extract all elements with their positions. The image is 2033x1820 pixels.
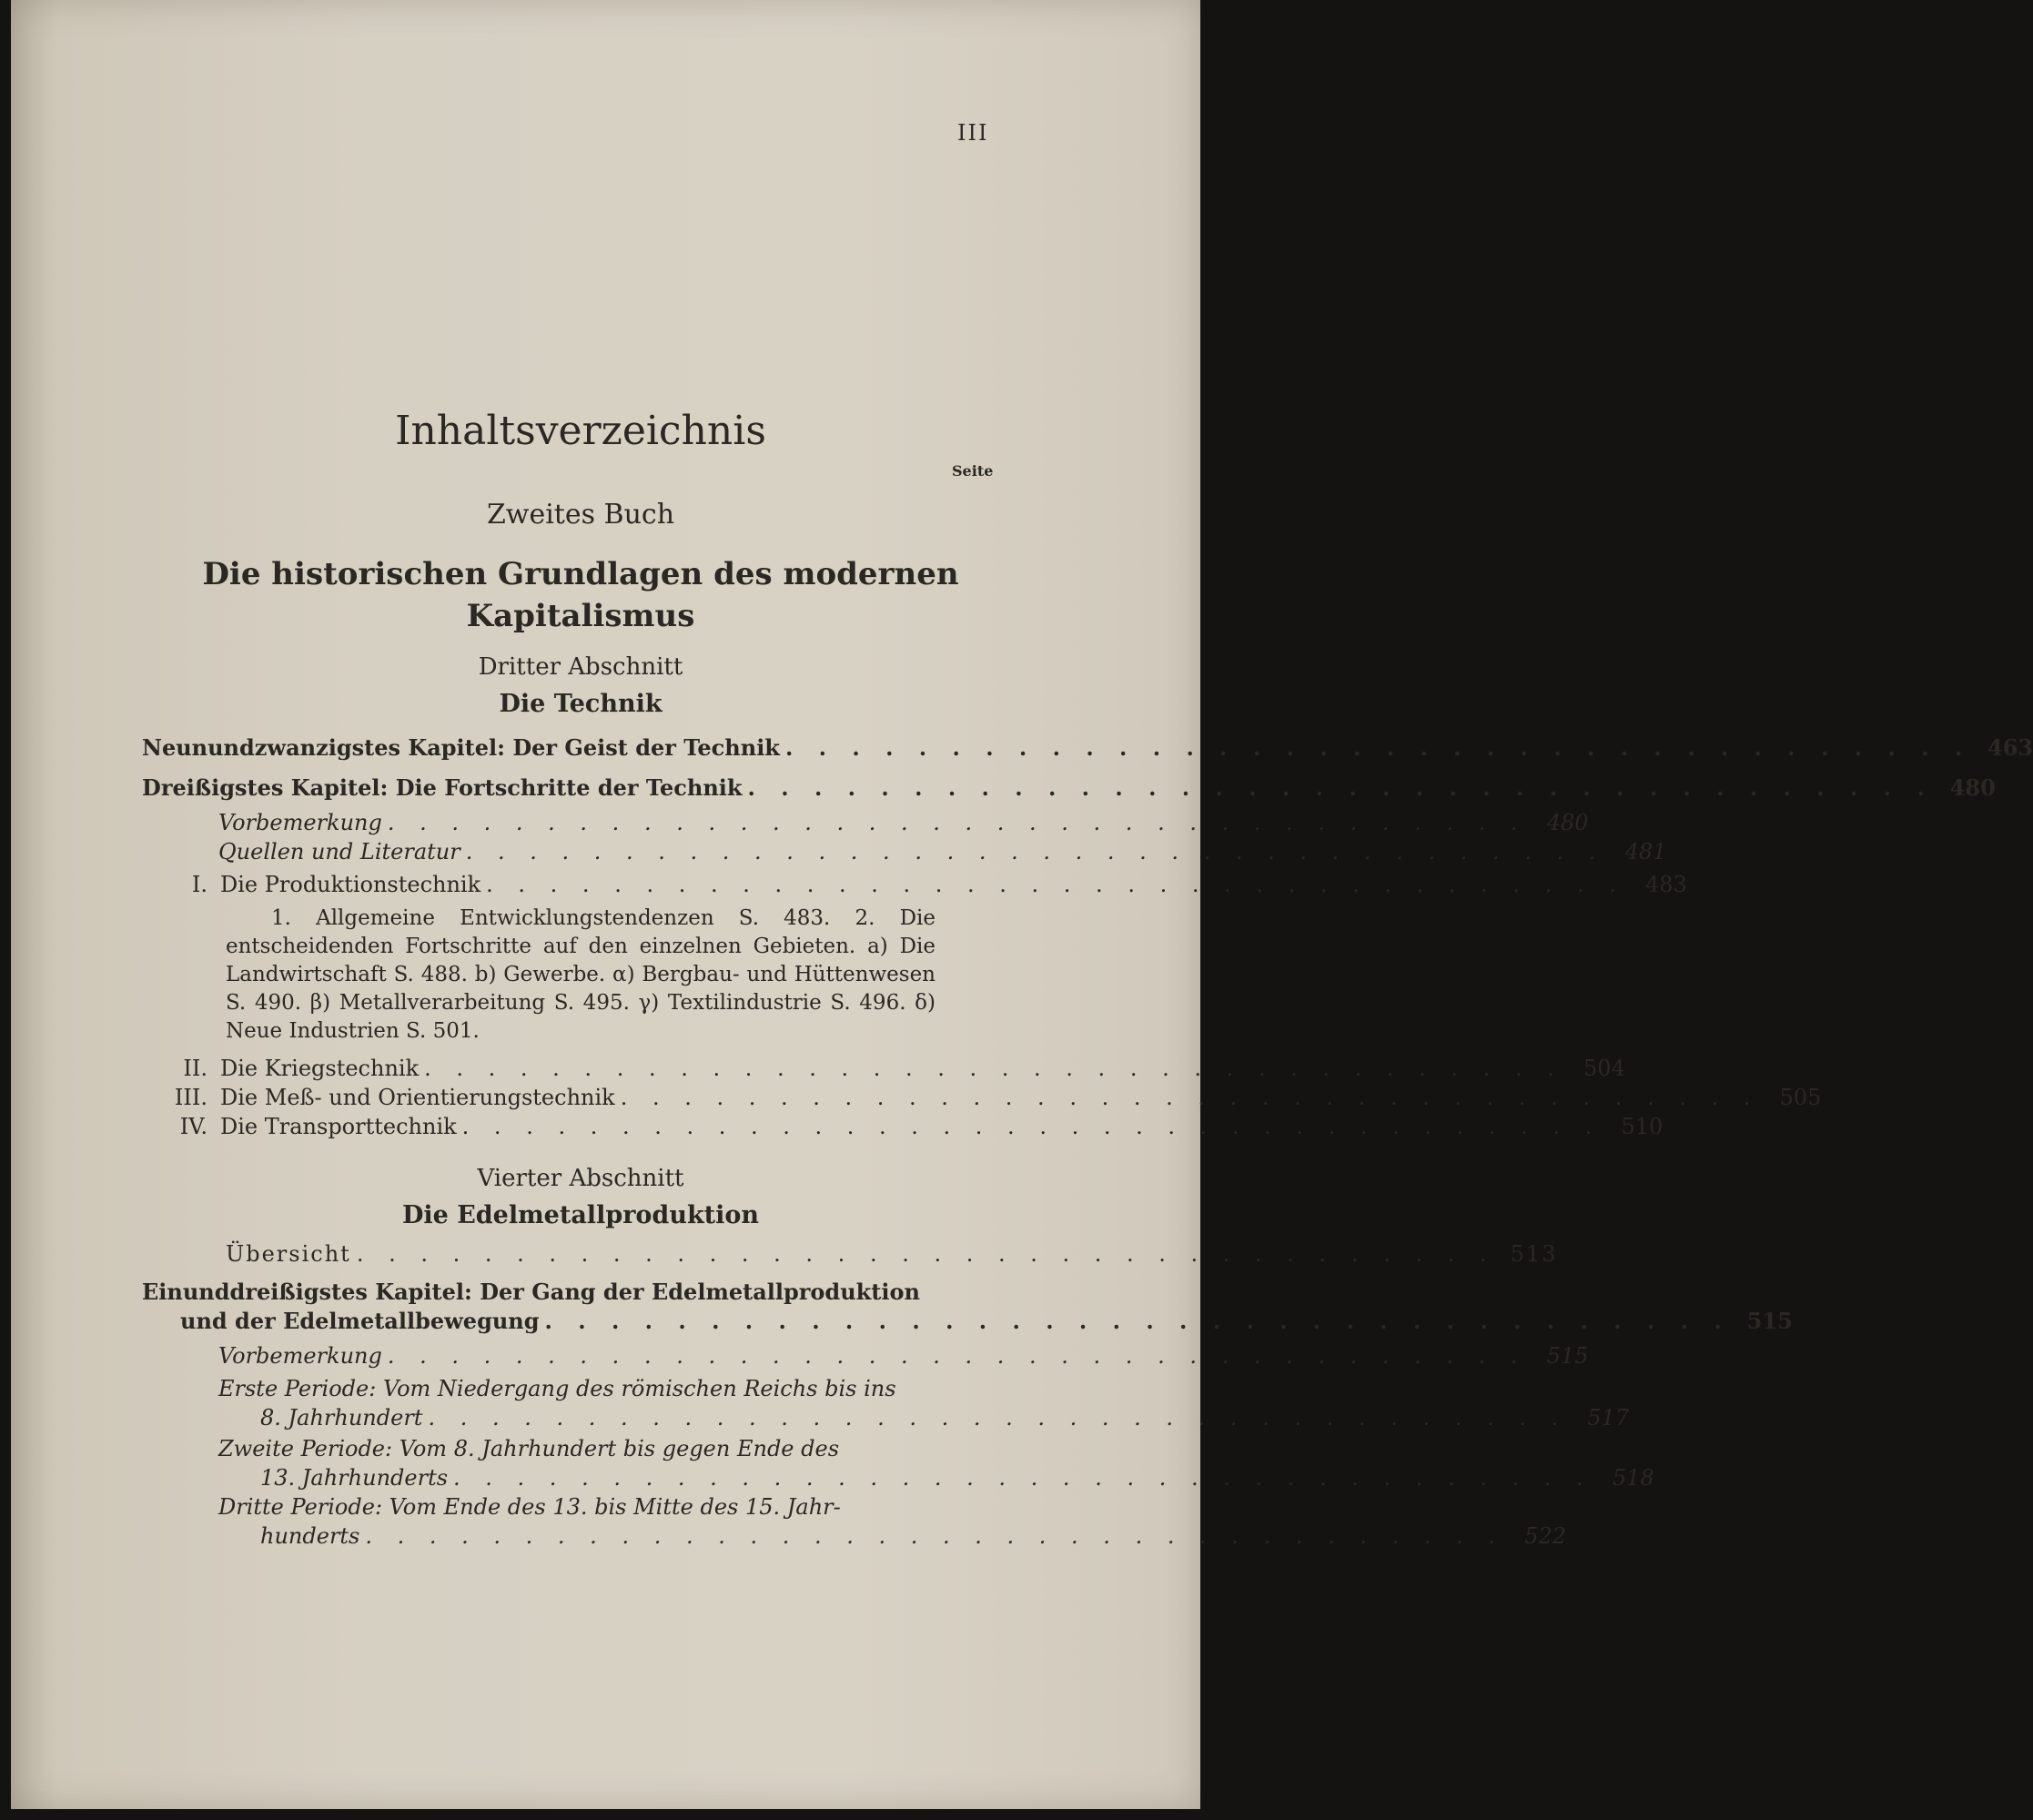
toc-entry-quellen[interactable] [218,837,1667,866]
toc-entry-text-line2: hunderts [260,1523,360,1549]
toc-entry-text: Quellen und Literatur [218,839,460,864]
toc-page: 517 [1587,1405,1630,1431]
toc-entry-period2-line2 [260,1463,1654,1492]
toc-entry-text: Vorbemerkung [218,810,382,835]
toc-entry-period2[interactable] [218,1434,1654,1492]
leader-dots: . . . . . . . . . . . . . . . . . . . . . . . . . . . . . . . . . . . . [461,1114,1602,1139]
toc-entry-text: Die Produktionstechnik [220,872,481,897]
toc-entry-i-detail: 1. Allgemeine Entwicklungstendenzen S. 483. 2. Die entscheidenden Fortschritte auf den einzelnen Gebieten. a) Die Landwirtschaft S. 488. b) Gewerbe. α) Bergbau- und Hüttenwesen S. 490. β) Metallverarbeitung S. 495. γ) Textilindustrie S. 496. δ) Neue Industrien S. 501. [226,906,936,1043]
toc-entry-period1[interactable] [218,1374,1630,1432]
leader-dots: . . . . . . . . . . . . . . . . . . . . . . . . . . . . . . . . . . . . [747,774,1934,801]
toc-page: 518 [1612,1465,1654,1491]
toc-entry-text-line1: Erste Periode: Vom Niedergang des römischen Reichs bis ins [218,1376,896,1401]
toc-entry-text-line2: 8. Jahrhundert [260,1405,423,1431]
leader-dots: . . . . . . . . . . . . . . . . . . . . . . . . . . . . . . . . . . . . [453,1465,1593,1491]
toc-entry-text-line1: Zweite Periode: Vom 8. Jahrhundert bis gegen Ende des [218,1436,840,1461]
toc-entry-i[interactable] [160,870,1687,899]
toc-roman-numeral: III. [174,1085,207,1110]
toc-entry-text: Die Meß- und Orientierungstechnik [220,1085,615,1110]
toc-entry-text: Dreißigstes Kapitel: Die Fortschritte der Technik [142,774,743,801]
page-title: Inhaltsverzeichnis [395,408,766,454]
leader-dots: . . . . . . . . . . . . . . . . . . . . . . . . . . . . . . . . . . . . [620,1085,1760,1110]
toc-page: 480 [1546,810,1589,835]
toc-entry-text: Die Kriegstechnik [220,1056,420,1081]
toc-entry-period3-line2 [260,1522,1567,1551]
toc-entry-text-line1: Einunddreißigstes Kapitel: Der Gang der Edelmetallproduktion [142,1279,920,1305]
toc-entry-ch29[interactable] [142,733,2033,763]
toc-roman-numeral: II. [183,1056,207,1081]
book-title-line2: Kapitalismus [466,598,695,634]
book-heading: Zweites Buch [486,499,675,531]
toc-page: 504 [1583,1056,1625,1081]
leader-dots: . . . . . . . . . . . . . . . . . . . . . . . . . . . . . . . . . . . . [544,1308,1731,1334]
toc-entry-text-line2: und der Edelmetallbewegung [180,1308,540,1334]
leader-dots: . . . . . . . . . . . . . . . . . . . . . . . . . . . . . . . . . . . . [428,1405,1568,1431]
toc-entry-ch31[interactable] [142,1278,1793,1336]
page-column-label: Seite [952,462,994,480]
toc-entry-ch31-line2 [180,1307,1793,1336]
leader-dots: . . . . . . . . . . . . . . . . . . . . . . . . . . . . . . . . . . . . [356,1241,1496,1267]
toc-page: 515 [1746,1308,1793,1334]
leader-dots: . . . . . . . . . . . . . . . . . . . . . . . . . . . . . . . . . . . . [365,1523,1505,1549]
toc-entry-text: Vorbemerkung [218,1343,382,1369]
toc-page: 481 [1624,839,1667,864]
toc-page: 513 [1510,1241,1558,1267]
book-title-line1: Die historischen Grundlagen des modernen [202,556,959,592]
leader-dots: . . . . . . . . . . . . . . . . . . . . . . . . . . . . . . . . . . . . [784,734,1972,761]
toc-page: 480 [1949,774,1996,801]
section3-title: Die Technik [499,690,662,718]
toc-entry-iii[interactable] [160,1083,1822,1112]
toc-page: 505 [1779,1085,1822,1110]
leader-dots: . . . . . . . . . . . . . . . . . . . . . . . . . . . . . . . . . . . . [387,810,1527,835]
toc-entry-ch30[interactable] [142,774,1996,803]
toc-entry-iv[interactable] [160,1112,1664,1141]
section4-heading: Vierter Abschnitt [477,1165,684,1192]
toc-entry-period1-line2 [260,1403,1630,1432]
toc-page: 463 [1987,734,2033,761]
toc-entry-ii[interactable] [160,1054,1625,1083]
toc-page: 522 [1524,1523,1567,1549]
toc-entry-text-line2: 13. Jahrhunderts [260,1465,449,1491]
toc-page: 483 [1645,872,1687,897]
toc-entry-text: Die Transporttechnik [220,1114,457,1139]
toc-entry-text: Neunundzwanzigstes Kapitel: Der Geist der Technik [142,734,780,761]
toc-roman-numeral: I. [191,872,207,897]
toc-roman-numeral: IV. [179,1114,207,1139]
leader-dots: . . . . . . . . . . . . . . . . . . . . . . . . . . . . . . . . . . . . [486,872,1625,897]
leader-dots: . . . . . . . . . . . . . . . . . . . . . . . . . . . . . . . . . . . . [387,1343,1527,1369]
section3-heading: Dritter Abschnitt [478,653,683,681]
toc-entry-text-line1: Dritte Periode: Vom Ende des 13. bis Mitte des 15. Jahr- [218,1494,841,1520]
toc-entry-vorbemerkung[interactable] [218,808,1589,837]
page-number: III [957,120,989,146]
toc-entry-text: Übersicht [226,1241,351,1267]
book-title [11,553,1150,637]
leader-dots: . . . . . . . . . . . . . . . . . . . . . . . . . . . . . . . . . . . . [424,1056,1563,1081]
toc-page: 510 [1621,1114,1664,1139]
toc-page: 515 [1546,1343,1589,1369]
toc-entry-uebersicht[interactable] [226,1239,1558,1269]
book-page [11,0,2033,1809]
toc-entry-period3[interactable] [218,1492,1567,1551]
section4-title: Die Edelmetallproduktion [401,1201,760,1229]
leader-dots: . . . . . . . . . . . . . . . . . . . . . . . . . . . . . . . . . . . . [465,839,1605,864]
toc-entry-vorbemerkung-2[interactable] [218,1341,1589,1370]
